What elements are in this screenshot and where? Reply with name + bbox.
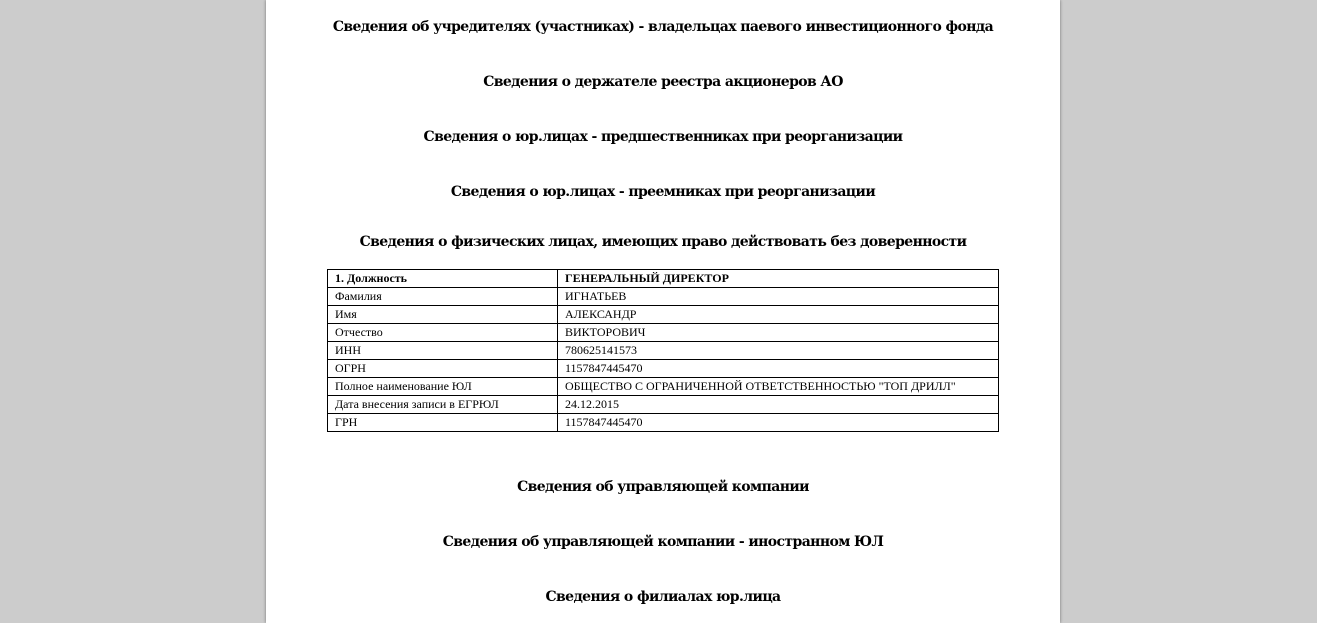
row-label: Имя (328, 306, 558, 324)
table-row (328, 306, 999, 324)
position-label: 1. Должность (328, 270, 558, 288)
row-label: Фамилия (328, 288, 558, 306)
row-value: 780625141573 (558, 342, 999, 360)
heading-founders: Сведения об учредителях (участниках) - владельцах паевого инвестиционного фонда (332, 19, 994, 35)
heading-management-company: Сведения об управляющей компании (517, 479, 809, 495)
heading-authorized-persons: Сведения о физических лицах, имеющих право действовать без доверенности (359, 234, 967, 250)
row-value: 1157847445470 (558, 360, 999, 378)
row-label: Полное наименование ЮЛ (328, 378, 558, 396)
document-page (266, 0, 1060, 623)
heading-registry-holder: Сведения о держателе реестра акционеров АО (483, 74, 843, 90)
row-label: ГРН (328, 414, 558, 432)
position-value: ГЕНЕРАЛЬНЫЙ ДИРЕКТОР (558, 270, 999, 288)
row-label: Отчество (328, 324, 558, 342)
heading-branches: Сведения о филиалах юр.лица (545, 589, 781, 605)
row-value: ОБЩЕСТВО С ОГРАНИЧЕННОЙ ОТВЕТСТВЕННОСТЬЮ "ТОП ДРИЛЛ" (558, 378, 999, 396)
row-label: ИНН (328, 342, 558, 360)
row-value: АЛЕКСАНДР (558, 306, 999, 324)
table-row (328, 342, 999, 360)
heading-predecessors: Сведения о юр.лицах - предшественниках при реорганизации (423, 129, 903, 145)
row-value: ИГНАТЬЕВ (558, 288, 999, 306)
row-label: ОГРН (328, 360, 558, 378)
heading-successors: Сведения о юр.лицах - преемниках при реорганизации (450, 184, 876, 200)
table-row (328, 360, 999, 378)
row-label: Дата внесения записи в ЕГРЮЛ (328, 396, 558, 414)
row-value: ВИКТОРОВИЧ (558, 324, 999, 342)
table-row (328, 414, 999, 432)
row-value: 1157847445470 (558, 414, 999, 432)
person-info-table (327, 269, 999, 432)
heading-management-company-foreign: Сведения об управляющей компании - иностранном ЮЛ (442, 534, 884, 550)
table-row (328, 378, 999, 396)
table-row (328, 288, 999, 306)
table-row (328, 396, 999, 414)
row-value: 24.12.2015 (558, 396, 999, 414)
table-header-row (328, 270, 999, 288)
table-row (328, 324, 999, 342)
